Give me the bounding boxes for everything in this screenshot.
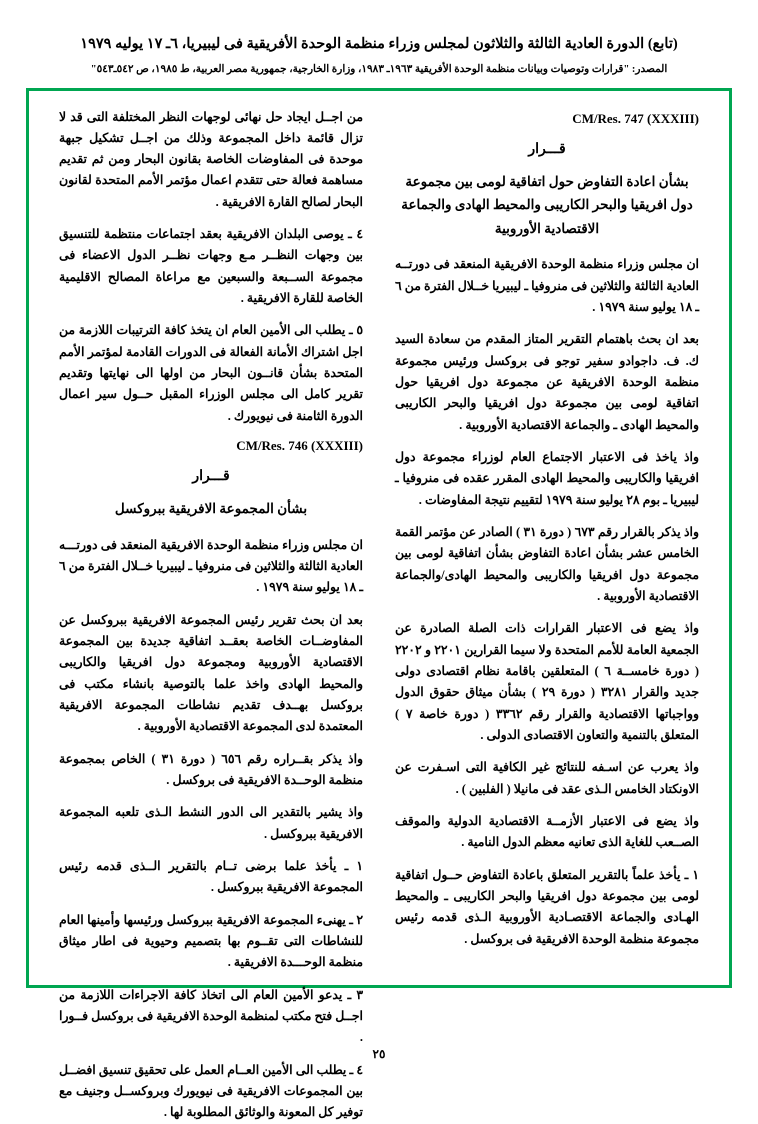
- paragraph: واذ يضع فى الاعتبار القرارات ذات الصلة الصادرة عن الجمعية العامة للأمم المتحدة ولا سيما القرارين ٢٢٠١ و ٢٢٠٢ ( دورة خامســة ٦ ) المتعلقين باقامة نظام اقتصادى دولى جديد والقرار ٣٢٨١ ( دورة ٢٩ ) بشأن ميثاق حقوق الدول وواجباتها الاقتصادية والقرار رقم ٣٣٦٢ ( دورة خاصة ٧ ) المتعلق بالتنمية والتعاون الاقتصادى الدولى .: [395, 621, 699, 742]
- paragraph: ٢ ـ يهنىء المجموعة الافريقية ببروكسل ورئيسها وأمينها العام للنشاطات التى تقــوم بها بتصميم وحيوية فى اطار ميثاق منظمة الوحـــدة الافريقية .: [59, 912, 363, 970]
- paragraph: واذ يذكر بالقرار رقم ٦٧٣ ( دورة ٣١ ) الصادر عن مؤتمر القمة الخامس عشر بشأن اعادة التفاوض بشأن اتفاقية لومى بين مجموعة دول افريقيا والكاريبى والمحيط الهادى/والجماعة الاقتصادية الأوروبية .: [395, 524, 699, 603]
- paragraph: واذ يضع فى الاعتبار الأزمــة الاقتصادية الدولية والموقف الصــعب للغاية الذى تعانيه معظم الدول النامية .: [395, 813, 699, 850]
- page-number: ٢٥: [372, 1047, 386, 1061]
- paragraph: ان مجلس وزراء منظمة الوحدة الافريقية المنعقد فى دورتـــه العادية الثالثة والثلاثين فى منروفيا ـ ليبيريا خــلال الفترة من ٦ ـ ١٨ يوليو سنة ١٩٧٩ .: [59, 537, 363, 595]
- paragraph: ٥ ـ يطلب الى الأمين العام ان يتخذ كافة الترتيبات اللازمة من اجل اشتراك الأمانة الفعالة فى الدورات القادمة لمؤتمر الأمم المتحدة بشأن قانــون البحار من اولها الى نهايتها وتقديم تقرير كامل الى مجلس الوزراء المقبل حــول سير اعمال الدورة الثامنة فى نيويورك .: [59, 323, 363, 423]
- paragraph: واذ ياخذ فى الاعتبار الاجتماع العام لوزراء مجموعة دول افريقيا والكاريبى والمحيط الهادى المقرر عقده فى منروفيا ـ ليبيريا ـ بوم ٢٨ يوليو سنة ١٩٧٩ لتقييم نتيجة المفاوضات .: [395, 450, 699, 507]
- paragraph: واذ يعرب عن اسـفه للنتائج غير الكافية التى اسـفرت عن الاونكتاد الخامس الـذى عقد فى مانيلا ( الفلبين ) .: [395, 760, 699, 796]
- header-title: (تابع) الدورة العادية الثالثة والثلاثون لمجلس وزراء منظمة الوحدة الأفريقية فى ليبيريا، ٦ـ ١٧ يوليه ١٩٧٩: [80, 36, 678, 52]
- resolution-title-747: بشأن اعادة التفاوض حول اتفاقية لومى بين مجموعة دول افريقيا والبحر الكاريبى والمحيط الهادى والجماعة الاقتصادية الأوروبية: [401, 173, 693, 236]
- column-right: [379, 107, 711, 975]
- paragraph: ١ ـ يأخذ علماً بالتقرير المتعلق باعادة التفاوض حــول اتفاقية لومى بين مجموعة دول افريقيا والبحر الكاريبى ـ والمحيط الهـادى والجماعة الاقتصـادية الأوروبية الـذى قدمه رئيس مجموعة منظمة الوحدة الافريقية فى بروكسل .: [395, 867, 699, 946]
- page-header: [29, 34, 729, 78]
- resolution-id-747: CM/Res. 747 (XXXIII): [572, 110, 699, 126]
- qarar-heading-746: قـــرار: [192, 469, 230, 485]
- paragraph: ٤ ـ يطلب الى الأمين العــام العمل على تحقيق تنسيق افضــل بين المجموعات الافريقية فى نيويورك وبروكســل وجنيف مع توفير كل المعونة والوثائق المطلوبة لها .: [59, 1062, 363, 1120]
- resolution-title-746: بشأن المجموعة الافريقية ببروكسل: [114, 501, 308, 517]
- paragraph: من اجــل ايجاد حل نهائى لوجهات النظر المختلفة التى قد لا تزال قائمة داخل المجموعة وذلك من اجــل تشكيل جبهة موحدة فى المفاوضات الخاصة بقانون البحار ومن ثم تقديم مساهمة فعالة حتى تتقدم اعمال مؤتمر الأمم المتحدة لقانون البحار لصالح القارة الافريقية .: [59, 109, 363, 209]
- paragraph: واذ يذكر بقــراره رقم ٦٥٦ ( دورة ٣١ ) الخاص بمجموعة منظمة الوحــدة الافريقية فى بروكسل .: [59, 751, 363, 787]
- qarar-heading-747: قـــرار: [528, 141, 566, 157]
- paragraph: ان مجلس وزراء منظمة الوحدة الافريقية المنعقد فى دورتــه العادية الثالثة والثلاثين فى منروفيا ـ ليبيريا خــلال الفترة من ٦ ـ ١٨ يوليو سنة ١٩٧٩ .: [395, 257, 699, 315]
- paragraph: بعد ان بحث تقرير رئيس المجموعة الافريقية ببروكسل عن المفاوضــات الخاصة بعقــد اتفاقية جديدة بين المجموعة الاقتصادية الأوروبية ومجموعة دول افريقيا والكاريبى والمحيط الهادى واخذ علما بالتوصية بانشاء مكتب فى بروكسل بهــدف تقديم نشاطات المجموعة الافريقية المعتمدة لدى المجموعة الاقتصادية الأوروبية .: [59, 612, 363, 734]
- paragraph: ٣ ـ يدعو الأمين العام الى اتخاذ كافة الاجراءات اللازمة من اجــل فتح مكتب لمنظمة الوحدة الافريقية فى بروكسل فــورا .: [59, 987, 363, 1045]
- paragraph: ١ ـ يأخذ علما برضى تــام بالتقرير الــذى قدمه رئيس المجموعة الافريقية ببروكسل .: [59, 858, 363, 895]
- paragraph: ٤ ـ يوصى البلدان الافريقية بعقد اجتماعات منتظمة للتنسيق بين وجهات النظــر مـع وجهات نظــر الدول الاعضاء فى مجموعة الســبعة والسبعين مع مراعاة المصالح الاقليمية الخاصة للقارة الافريقية .: [59, 227, 363, 306]
- paragraph: واذ يشير بالتقدير الى الدور النشط الـذى تلعبه المجموعة الافريقية ببروكسل .: [59, 805, 363, 841]
- resolution-id-746: CM/Res. 746 (XXXIII): [236, 438, 363, 454]
- paragraph: بعد ان بحث باهتمام التقرير المتاز المقدم من سعادة السيد ك. ف. داجوادو سفير توجو فى بروكسل ورئيس مجموعة منظمة الوحدة الافريقية عن مجموعة دول افريقيا حول اتفاقية لومى بين مجموعة دول افريقيا والبحر الكاريبى والمحيط الهادى ـ والجماعة الاقتصادية الأوروبية .: [395, 332, 699, 432]
- header-source: المصدر: "قرارات وتوصيات وبيانات منظمة الوحدة الأفريقية ١٩٦٣ـ ١٩٨٣، وزارة الخارجية، جمهورية مصر العربية، ط ١٩٨٥، ص ٥٤٢ـ٥٤٣": [90, 63, 668, 75]
